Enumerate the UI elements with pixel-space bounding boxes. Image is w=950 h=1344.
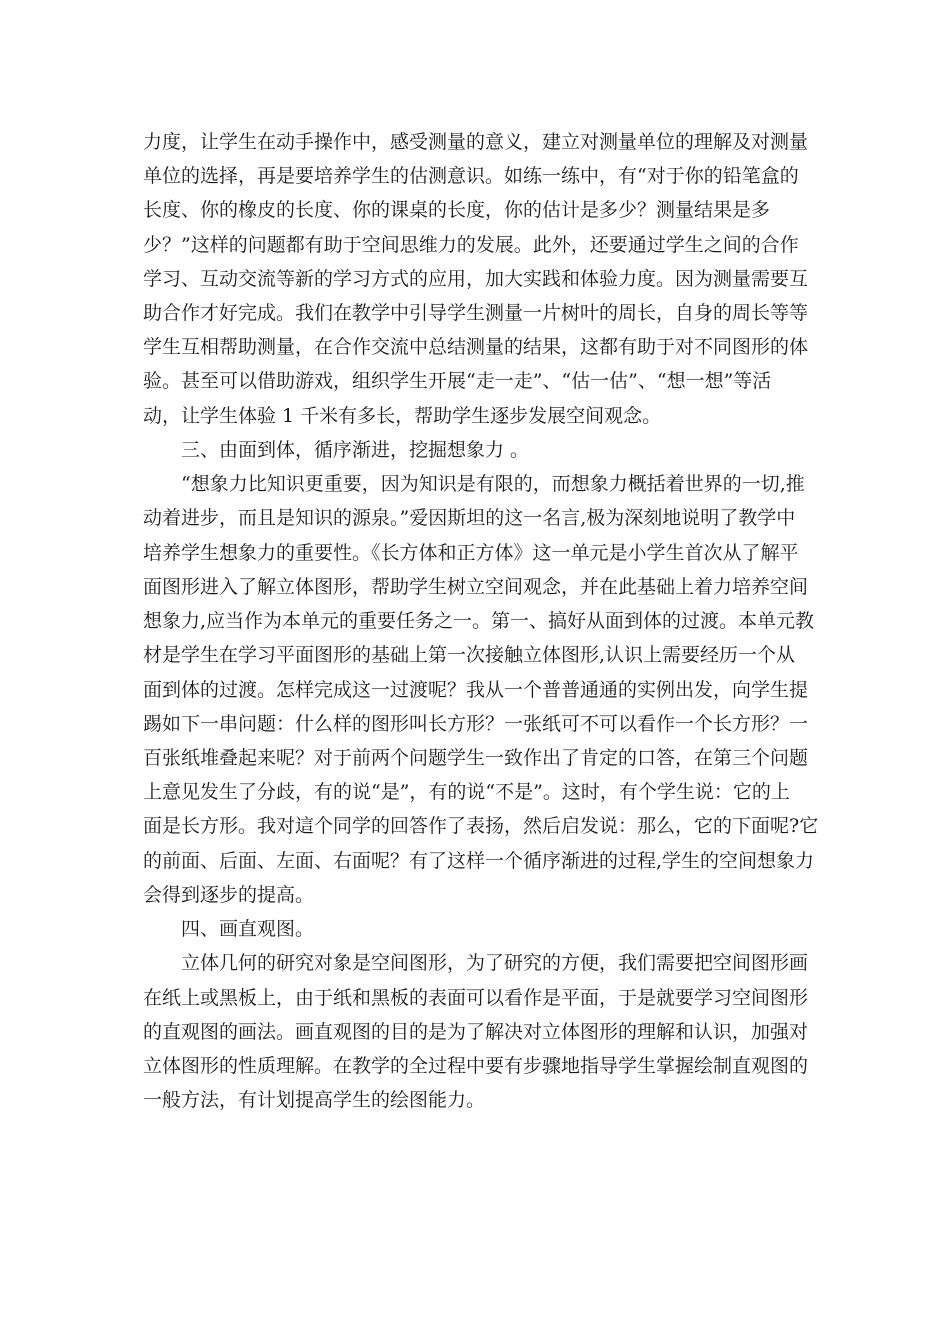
paragraph-line: 验。甚至可以借助游戏，组织学生开展“走一走”、“估一估”、“想一想”等活 — [143, 370, 772, 392]
paragraph-line: 百张纸堆叠起来呢？对于前两个问题学生一致作出了肯定的口答，在第三个问题 — [143, 747, 809, 769]
paragraph-line: 长度、你的橡皮的长度、你的课桌的长度，你的估计是多少？测量结果是多 — [143, 199, 771, 221]
paragraph-line: 会得到逐步的提高。 — [143, 884, 315, 906]
paragraph-line: 面到体的过渡。怎样完成这一过渡呢？我从一个普普通通的实例出发，向学生提 — [143, 679, 809, 701]
paragraph-line: 立体图形的性质理解。在教学的全过程中要有步骤地指导学生掌握绘制直观图的 — [143, 1055, 809, 1077]
section-heading-3: 三、由面到体，循序渐进，挖掘想象力 。 — [181, 439, 530, 461]
paragraph-line: 学习、互动交流等新的学习方式的应用，加大实践和体验力度。因为测量需要互 — [143, 268, 809, 290]
paragraph-line: 助合作才好完成。我们在教学中引导学生测量一片树叶的周长，自身的周长等等 — [143, 302, 809, 324]
paragraph-line: 力度，让学生在动手操作中，感受测量的意义，建立对测量单位的理解及对测量 — [143, 131, 809, 153]
paragraph-line: 面是长方形。我对這个同学的回答作了表扬，然后启发说：那么，它的下面呢?它 — [143, 815, 819, 837]
paragraph-line: 材是学生在学习平面图形的基础上第一次接触立体图形,认识上需要经历一个从 — [143, 644, 796, 666]
paragraph-line: 的前面、后面、左面、右面呢？有了这样一个循序渐进的过程,学生的空间想象力 — [143, 850, 815, 872]
paragraph-line: 少？”这样的问题都有助于空间思维力的发展。此外，还要通过学生之间的合作 — [143, 234, 799, 256]
paragraph-line: “想象力比知识更重要，因为知识是有限的，而想象力概括着世界的一切,推 — [181, 473, 805, 495]
paragraph-line: 学生互相帮助测量，在合作交流中总结测量的结果，这都有助于对不同图形的体 — [143, 336, 809, 358]
paragraph-line: 动，让学生体验 1 千米有多长，帮助学生逐步发展空间观念。 — [143, 405, 662, 427]
paragraph-line: 一般方法，有计划提高学生的绘图能力。 — [143, 1089, 486, 1111]
section-heading-4: 四、画直观图。 — [181, 918, 315, 940]
paragraph-line: 面图形进入了解立体图形，帮助学生树立空间观念，并在此基础上着力培养空间 — [143, 576, 809, 598]
paragraph-line: 培养学生想象力的重要性。《长方体和正方体》这一单元是小学生首次从了解平 — [143, 542, 799, 564]
paragraph-line: 单位的选择，再是要培养学生的估测意识。如练一练中，有“对于你的铅笔盒的 — [143, 165, 799, 187]
paragraph-line: 上意见发生了分歧，有的说“是”，有的说“不是”。这时，有个学生说：它的上 — [143, 781, 790, 803]
paragraph-line: 的直观图的画法。画直观图的目的是为了解决对立体图形的理解和认识，加强对 — [143, 1021, 809, 1043]
paragraph-line: 动着进步，而且是知识的源泉。”爱因斯坦的这一名言,极为深刻地说明了教学中 — [143, 507, 796, 529]
paragraph-line: 踢如下一串问题：什么样的图形叫长方形？一张纸可不可以看作一个长方形？一 — [143, 713, 809, 735]
paragraph-line: 想象力,应当作为本单元的重要任务之一。第一、搞好从面到体的过渡。本单元教 — [143, 610, 815, 632]
paragraph-line: 在纸上或黑板上，由于纸和黑板的表面可以看作是平面，于是就要学习空间图形 — [143, 987, 809, 1009]
paragraph-line: 立体几何的研究对象是空间图形，为了研究的方便，我们需要把空间图形画 — [181, 952, 809, 974]
